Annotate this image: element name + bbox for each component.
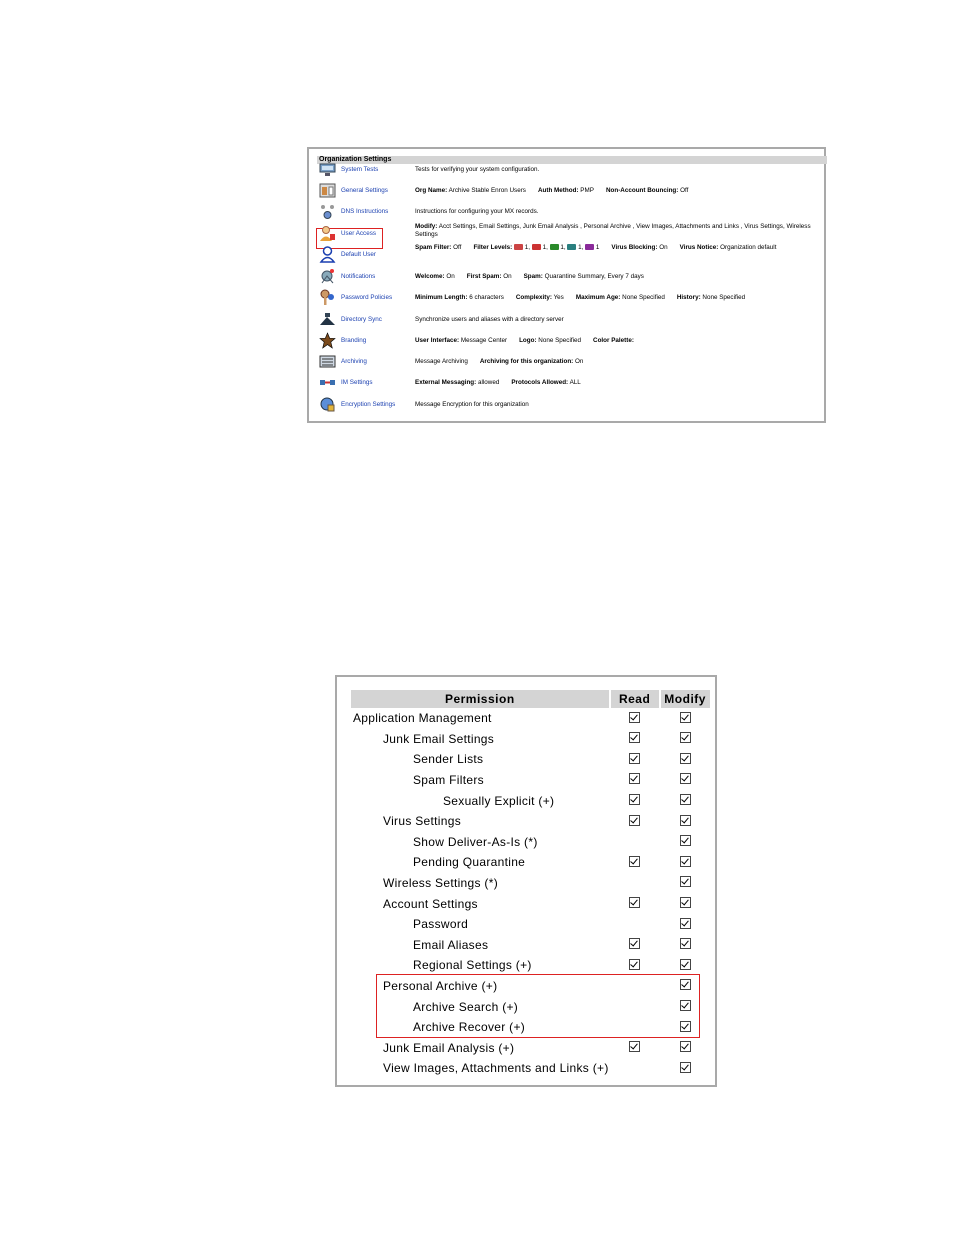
field-label: Color Palette: bbox=[593, 337, 634, 344]
bulk-filter-icon bbox=[514, 244, 523, 250]
sexually-explicit-filter-icon bbox=[532, 244, 541, 250]
field-label: Maximum Age: bbox=[575, 294, 621, 301]
permission-label: Pending Quarantine bbox=[413, 855, 526, 870]
org-setting-row-general-settings bbox=[317, 181, 827, 201]
filter-level-value: 1, bbox=[578, 244, 584, 251]
permission-label: Wireless Settings (*) bbox=[383, 876, 498, 891]
im-settings-icon[interactable] bbox=[319, 374, 336, 391]
read-checkbox[interactable] bbox=[629, 732, 640, 743]
permission-label: Junk Email Settings bbox=[383, 731, 495, 746]
permission-row bbox=[351, 852, 710, 873]
permission-row bbox=[351, 893, 710, 914]
permission-column-header: Permission bbox=[351, 690, 609, 708]
modify-cell bbox=[661, 708, 710, 729]
personal-archive-highlight-box bbox=[376, 974, 700, 1038]
encryption-settings-link[interactable]: Encryption Settings bbox=[341, 401, 396, 408]
field-value: Off bbox=[453, 244, 462, 251]
im-settings-link[interactable]: IM Settings bbox=[341, 379, 373, 386]
commercial-filter-icon bbox=[550, 244, 559, 250]
general-settings-icon[interactable] bbox=[319, 182, 336, 199]
org-setting-description bbox=[415, 316, 827, 324]
field-value: Organization default bbox=[720, 244, 777, 251]
archiving-link[interactable]: Archiving bbox=[341, 358, 367, 365]
read-cell bbox=[611, 1058, 659, 1079]
field-value: 6 characters bbox=[469, 294, 504, 301]
modify-cell bbox=[661, 811, 710, 832]
description-text: Tests for verifying your system configuration. bbox=[415, 166, 540, 173]
permission-label: Virus Settings bbox=[383, 814, 462, 829]
field-label: External Messaging: bbox=[415, 379, 477, 386]
modify-checkbox[interactable] bbox=[680, 732, 691, 743]
dns-instructions-icon[interactable] bbox=[319, 203, 336, 220]
modify-cell bbox=[661, 955, 710, 976]
field-label: Virus Blocking: bbox=[611, 244, 658, 251]
org-setting-row-notifications bbox=[317, 267, 827, 287]
branding-icon[interactable] bbox=[319, 332, 336, 349]
read-cell bbox=[611, 832, 659, 853]
field-label: Virus Notice: bbox=[679, 244, 719, 251]
permission-label: Application Management bbox=[353, 711, 492, 726]
field-value: Off bbox=[680, 187, 689, 194]
branding-link[interactable]: Branding bbox=[341, 337, 367, 344]
permission-row bbox=[351, 955, 710, 976]
read-checkbox[interactable] bbox=[629, 897, 640, 908]
organization-settings-panel bbox=[307, 147, 826, 423]
permission-label: View Images, Attachments and Links (+) bbox=[383, 1061, 609, 1076]
modify-cell bbox=[661, 1038, 710, 1059]
org-setting-row-default-user bbox=[317, 245, 827, 265]
org-setting-description bbox=[415, 294, 827, 302]
racial-filter-icon bbox=[567, 244, 576, 250]
general-settings-link[interactable]: General Settings bbox=[341, 187, 388, 194]
read-checkbox[interactable] bbox=[629, 1041, 640, 1052]
org-setting-description bbox=[415, 401, 827, 409]
org-setting-description bbox=[415, 273, 827, 281]
permission-label: Email Aliases bbox=[413, 937, 489, 952]
permission-row bbox=[351, 935, 710, 956]
field-value: ALL bbox=[569, 379, 581, 386]
archiving-icon[interactable] bbox=[319, 353, 336, 370]
field-label: Welcome: bbox=[415, 273, 445, 280]
field-label: Protocols Allowed: bbox=[511, 379, 569, 386]
org-setting-description bbox=[415, 379, 827, 387]
directory-sync-link[interactable]: Directory Sync bbox=[341, 316, 382, 323]
permission-label: Personal Archive (+) bbox=[383, 979, 498, 994]
modify-cell bbox=[661, 770, 710, 791]
modify-checkbox[interactable] bbox=[680, 773, 691, 784]
field-label: Modify: bbox=[415, 223, 438, 230]
modify-checkbox[interactable] bbox=[680, 959, 691, 970]
modify-checkbox[interactable] bbox=[680, 835, 691, 846]
permission-row bbox=[351, 873, 710, 894]
read-checkbox[interactable] bbox=[629, 938, 640, 949]
read-cell bbox=[611, 708, 659, 729]
read-cell bbox=[611, 914, 659, 935]
field-label: Complexity: bbox=[515, 294, 552, 301]
permission-label: Sexually Explicit (+) bbox=[443, 793, 555, 808]
permission-label: Password bbox=[413, 917, 469, 932]
field-label: Minimum Length: bbox=[415, 294, 468, 301]
field-value: Yes bbox=[553, 294, 564, 301]
password-policies-link[interactable]: Password Policies bbox=[341, 294, 393, 301]
org-setting-row-im-settings bbox=[317, 373, 827, 393]
read-cell bbox=[611, 1038, 659, 1059]
modify-checkbox[interactable] bbox=[680, 938, 691, 949]
read-cell bbox=[611, 893, 659, 914]
field-value: Acct Settings, Email Settings, Junk Email Analysis , Personal Archive , View Images, Attachments and Links , Virus Settings, Wireless Settings bbox=[415, 223, 811, 238]
permission-label: Junk Email Analysis (+) bbox=[383, 1040, 515, 1055]
notifications-link[interactable]: Notifications bbox=[341, 273, 376, 280]
modify-cell bbox=[661, 729, 710, 750]
permissions-panel bbox=[335, 675, 717, 1087]
permission-row bbox=[351, 749, 710, 770]
permission-row bbox=[351, 832, 710, 853]
org-setting-row-dns-instructions bbox=[317, 202, 827, 222]
org-setting-row-user-access bbox=[317, 224, 827, 244]
org-setting-description bbox=[415, 223, 827, 239]
permission-row bbox=[351, 1038, 710, 1059]
directory-sync-icon[interactable] bbox=[319, 311, 336, 328]
read-checkbox[interactable] bbox=[629, 753, 640, 764]
description-text: Message Encryption for this organization bbox=[415, 401, 529, 408]
read-cell bbox=[611, 749, 659, 770]
field-label: Auth Method: bbox=[537, 187, 579, 194]
field-value: On bbox=[446, 273, 455, 280]
read-column-header: Read bbox=[611, 690, 659, 708]
permission-row bbox=[351, 729, 710, 750]
modify-cell bbox=[661, 790, 710, 811]
org-setting-row-branding bbox=[317, 331, 827, 351]
org-setting-description bbox=[415, 166, 827, 174]
modify-checkbox[interactable] bbox=[680, 876, 691, 887]
modify-checkbox[interactable] bbox=[680, 712, 691, 723]
modify-column-header: Modify bbox=[661, 690, 710, 708]
permission-label: Show Deliver-As-Is (*) bbox=[413, 834, 538, 849]
modify-checkbox[interactable] bbox=[680, 1062, 691, 1073]
organization-settings-title: Organization Settings bbox=[317, 156, 827, 164]
field-value: Quarantine Summary, Every 7 days bbox=[544, 273, 644, 280]
org-setting-row-encryption-settings bbox=[317, 395, 827, 415]
field-value: None Specified bbox=[622, 294, 665, 301]
org-setting-description bbox=[415, 187, 827, 195]
field-value: On bbox=[659, 244, 668, 251]
read-cell bbox=[611, 811, 659, 832]
spoof-filter-icon bbox=[585, 244, 594, 250]
read-cell bbox=[611, 873, 659, 894]
org-setting-description bbox=[415, 358, 827, 366]
user-access-icon[interactable] bbox=[319, 225, 336, 242]
modify-checkbox[interactable] bbox=[680, 794, 691, 805]
permission-label: Spam Filters bbox=[413, 773, 484, 788]
read-cell bbox=[611, 955, 659, 976]
read-checkbox[interactable] bbox=[629, 712, 640, 723]
encryption-settings-icon[interactable] bbox=[319, 396, 336, 413]
permission-row bbox=[351, 790, 710, 811]
system-tests-link[interactable]: System Tests bbox=[341, 166, 379, 173]
read-checkbox[interactable] bbox=[629, 794, 640, 805]
permission-label: Sender Lists bbox=[413, 752, 484, 767]
modify-checkbox[interactable] bbox=[680, 856, 691, 867]
filter-level-value: 1, bbox=[524, 244, 531, 251]
field-value: On bbox=[503, 273, 512, 280]
read-checkbox[interactable] bbox=[629, 773, 640, 784]
org-setting-description bbox=[415, 208, 827, 216]
permission-row bbox=[351, 1058, 710, 1079]
modify-checkbox[interactable] bbox=[680, 815, 691, 826]
field-label: First Spam: bbox=[466, 273, 502, 280]
filter-level-value: 1, bbox=[542, 244, 548, 251]
read-cell bbox=[611, 770, 659, 791]
field-label: Logo: bbox=[519, 337, 537, 344]
modify-cell bbox=[661, 1058, 710, 1079]
modify-cell bbox=[661, 873, 710, 894]
field-value: On bbox=[575, 358, 584, 365]
modify-cell bbox=[661, 749, 710, 770]
field-label: User Interface: bbox=[415, 337, 460, 344]
modify-checkbox[interactable] bbox=[680, 753, 691, 764]
default-user-link[interactable]: Default User bbox=[341, 251, 376, 258]
filter-level-value: 1, bbox=[560, 244, 566, 251]
dns-instructions-link[interactable]: DNS Instructions bbox=[341, 208, 389, 215]
modify-cell bbox=[661, 914, 710, 935]
modify-checkbox[interactable] bbox=[680, 918, 691, 929]
permission-row bbox=[351, 770, 710, 791]
permission-row bbox=[351, 708, 710, 729]
read-cell bbox=[611, 729, 659, 750]
password-policies-icon[interactable] bbox=[319, 289, 336, 306]
permission-row bbox=[351, 914, 710, 935]
read-cell bbox=[611, 852, 659, 873]
notifications-icon[interactable] bbox=[319, 268, 336, 285]
read-cell bbox=[611, 790, 659, 811]
modify-cell bbox=[661, 832, 710, 853]
read-checkbox[interactable] bbox=[629, 856, 640, 867]
field-value: PMP bbox=[580, 187, 594, 194]
field-value: allowed bbox=[478, 379, 500, 386]
modify-checkbox[interactable] bbox=[680, 1041, 691, 1052]
user-access-link[interactable]: User Access bbox=[341, 230, 376, 237]
org-setting-row-archiving bbox=[317, 352, 827, 372]
default-user-icon[interactable] bbox=[319, 246, 336, 263]
system-tests-icon[interactable] bbox=[319, 161, 336, 178]
field-label: Filter Levels: bbox=[473, 244, 513, 251]
field-value: None Specified bbox=[702, 294, 746, 301]
org-setting-description bbox=[415, 244, 827, 252]
read-checkbox[interactable] bbox=[629, 959, 640, 970]
org-setting-description bbox=[415, 337, 827, 345]
field-value: Archive Stable Enron Users bbox=[448, 187, 526, 194]
org-setting-row-system-tests bbox=[317, 160, 827, 180]
description-text: Message Archiving bbox=[415, 358, 468, 365]
read-checkbox[interactable] bbox=[629, 815, 640, 826]
filter-level-value: 1 bbox=[595, 244, 600, 251]
field-label: Spam Filter: bbox=[415, 244, 452, 251]
permission-label: Account Settings bbox=[383, 896, 478, 911]
modify-cell bbox=[661, 852, 710, 873]
read-cell bbox=[611, 935, 659, 956]
permission-label: Archive Search (+) bbox=[413, 999, 519, 1014]
permission-label: Archive Recover (+) bbox=[413, 1020, 526, 1035]
modify-checkbox[interactable] bbox=[680, 897, 691, 908]
field-label: Non-Account Bouncing: bbox=[605, 187, 679, 194]
modify-cell bbox=[661, 935, 710, 956]
field-label: Archiving for this organization: bbox=[479, 358, 574, 365]
modify-cell bbox=[661, 893, 710, 914]
field-label: Spam: bbox=[523, 273, 543, 280]
field-value: None Specified bbox=[538, 337, 582, 344]
permissions-header-row bbox=[351, 690, 710, 708]
org-setting-row-directory-sync bbox=[317, 310, 827, 330]
permission-label: Regional Settings (+) bbox=[413, 958, 532, 973]
description-text: Synchronize users and aliases with a directory server bbox=[415, 316, 564, 323]
org-setting-row-password-policies bbox=[317, 288, 827, 308]
field-label: History: bbox=[676, 294, 701, 301]
field-value: Message Center bbox=[460, 337, 508, 344]
field-label: Org Name: bbox=[415, 187, 448, 194]
permission-row bbox=[351, 811, 710, 832]
description-text: Instructions for configuring your MX records. bbox=[415, 208, 539, 215]
